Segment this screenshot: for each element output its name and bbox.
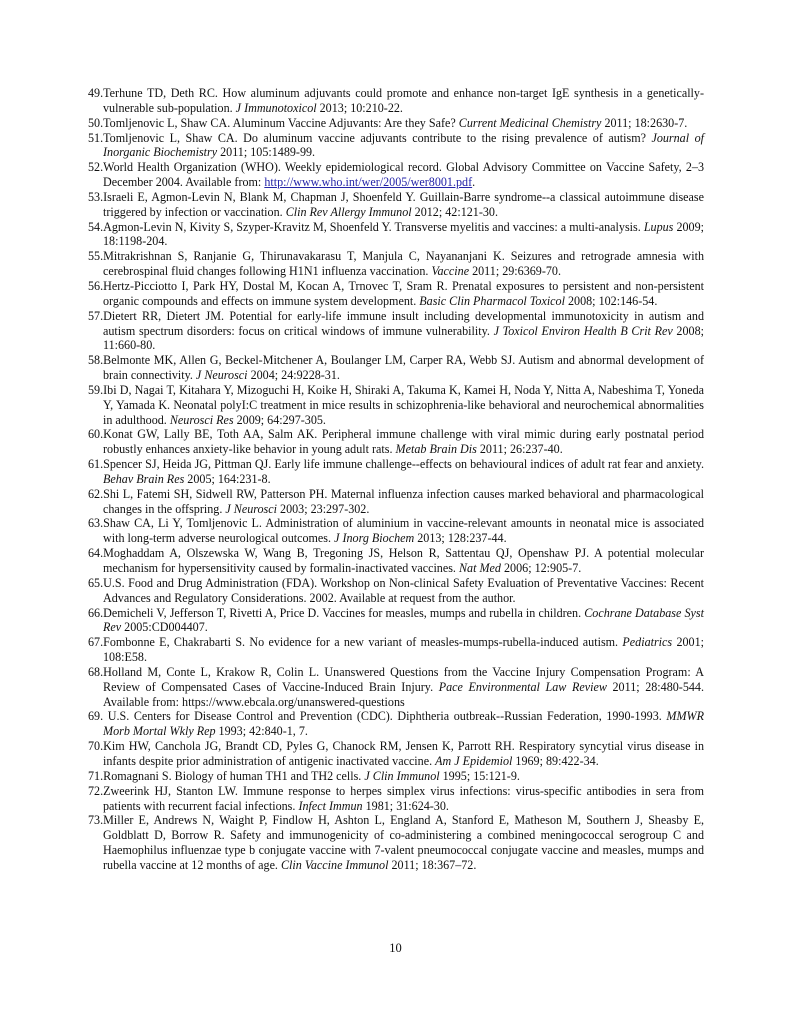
reference-item <box>88 249 704 279</box>
reference-text: Konat GW, Lally BE, Toth AA, Salm AK. Peripheral immune challenge with viral mimic during early postnatal period robustly enhances anxiety-like behavior in young adult rats. <box>103 427 704 457</box>
reference-text: . <box>472 175 476 190</box>
reference-item <box>88 546 704 576</box>
reference-text: 2006; 12:905-7. <box>500 561 582 575</box>
reference-number: 54. <box>88 219 104 234</box>
reference-number: 65. <box>88 575 104 590</box>
reference-text: U.S. Food and Drug Administration (FDA). Workshop on Non-clinical Safety Evaluation of Preventative Vaccines: Recent Advances and Regulatory Considerations. 2002. Available at request from the author. <box>103 575 704 605</box>
journal-name: Basic Clin Pharmacol Toxicol <box>419 293 565 308</box>
reference-item <box>88 383 704 428</box>
reference-item <box>88 309 704 354</box>
reference-text: Kim HW, Canchola JG, Brandt CD, Pyles G, Chanock RM, Jensen K, Parrott RH. Respiratory syncytial virus disease in infants despite prior administration of antigenic inactivated vaccine. <box>103 739 704 768</box>
reference-item <box>88 457 704 487</box>
reference-number: 59. <box>88 382 104 397</box>
journal-name: J Neurosci <box>195 368 248 383</box>
reference-text: Mitrakrishnan S, Ranjanie G, Thirunavakarasu T, Manjula C, Nayananjani K. Seizures and retrograde amnesia with cerebrospinal fluid changes following H1N1 influenza vaccination. <box>103 249 704 279</box>
reference-text: 2008; 102:146-54. <box>564 293 658 308</box>
reference-text: Shaw CA, Li Y, Tomljenovic L. Administration of aluminium in vaccine-relevant amounts in neonatal mice is associated with long-term adverse neurological outcomes. <box>103 516 704 546</box>
reference-text: Ibi D, Nagai T, Kitahara Y, Mizoguchi H, Koike H, Shiraki A, Takuma K, Kamei H, Noda Y, Nitta A, Nabeshima T, Yoneda Y, Yamada K. Neonatal polyI:C treatment in mice results in schizophrenia-like behavioral and neurochemical abnormalities in adulthood. <box>103 382 704 427</box>
reference-text: Terhune TD, Deth RC. How aluminum adjuvants could promote and enhance non-target IgE synthesis in a genetically-vulnerable sub-population. <box>103 86 704 115</box>
reference-item <box>88 576 704 606</box>
reference-text: 2004; 24:9228-31. <box>247 368 340 383</box>
reference-text: Tomljenovic L, Shaw CA. Aluminum Vaccine Adjuvants: Are they Safe? <box>103 115 459 130</box>
reference-text: 2011; 105:1489-99. <box>217 145 316 160</box>
reference-number: 61. <box>88 457 104 472</box>
reference-item <box>88 86 704 116</box>
reference-number: 58. <box>88 353 104 368</box>
reference-item <box>88 709 704 739</box>
reference-list <box>88 86 704 873</box>
reference-item <box>88 190 704 220</box>
reference-text: U.S. Centers for Disease Control and Prevention (CDC). Diphtheria outbreak--Russian Federation, 1990-1993. <box>103 709 667 724</box>
reference-text: Romagnani S. Biology of human TH1 and TH2 cells. <box>103 768 365 783</box>
reference-text: Israeli E, Agmon-Levin N, Blank M, Chapman J, Shoenfeld Y. Guillain-Barre syndrome--a classical autoimmune disease triggered by infection or vaccination. <box>103 189 704 219</box>
reference-number: 69. <box>88 709 104 724</box>
reference-item <box>88 220 704 250</box>
reference-text: 2011; 18:367–72. <box>388 857 477 872</box>
reference-text: Holland M, Conte L, Krakow R, Colin L. Unanswered Questions from the Vaccine Injury Compensation Program: A Review of Compensated Cases of Vaccine-Induced Brain Injury. <box>103 664 704 694</box>
reference-number: 50. <box>88 115 104 130</box>
journal-name: Clin Rev Allergy Immunol <box>285 204 412 219</box>
reference-text: 2005:CD004407. <box>121 620 208 635</box>
reference-number: 66. <box>88 605 104 620</box>
journal-name: Nat Med <box>458 561 501 575</box>
reference-link[interactable]: http://www.who.int/wer/2005/wer8001.pdf <box>264 175 473 190</box>
reference-item <box>88 606 704 636</box>
journal-name: J Toxicol Environ Health B Crit Rev <box>493 323 673 338</box>
reference-text: 2011; 18:2630-7. <box>601 115 688 130</box>
journal-name: Vaccine <box>431 264 470 279</box>
reference-item <box>88 279 704 309</box>
reference-text: 2011; 26:237-40. <box>476 442 563 457</box>
journal-name: J Immunotoxicol <box>235 100 317 115</box>
reference-text: 2013; 10:210-22. <box>316 100 403 115</box>
journal-name: Journal of Inorganic Biochemistry <box>103 130 704 160</box>
reference-text: Miller E, Andrews N, Waight P, Findlow H, Ashton L, England A, Stanford E, Matheson M, Southern J, Sheasby E, Goldblatt D, Borrow R. Safety and immunogenicity of co-administering a combined meningococcal serogroup C and Haemophilus influenzae type b conjugate vaccine with 7-valent pneumococcal conjugate vaccine and measles, mumps and rubella vaccine at 12 months of age. <box>103 813 704 872</box>
reference-number: 49. <box>88 86 104 100</box>
reference-text: Demicheli V, Jefferson T, Rivetti A, Price D. Vaccines for measles, mumps and rubella in children. <box>103 605 585 620</box>
reference-number: 67. <box>88 635 104 650</box>
journal-name: J Neurosci <box>225 501 277 516</box>
reference-item <box>88 635 704 665</box>
reference-number: 63. <box>88 516 104 531</box>
reference-text: Agmon-Levin N, Kivity S, Szyper-Kravitz M, Shoenfeld Y. Transverse myelitis and vaccines: a multi-analysis. <box>103 219 644 234</box>
reference-text: 2012; 42:121-30. <box>411 204 498 219</box>
journal-name: Am J Epidemiol <box>435 753 513 768</box>
reference-item <box>88 160 704 190</box>
journal-name: MMWR Morb Mortal Wkly Rep <box>103 709 704 739</box>
reference-text: 2011; 29:6369-70. <box>469 264 561 279</box>
reference-text: 2003; 23:297-302. <box>277 501 370 516</box>
reference-item <box>88 784 704 814</box>
reference-number: 64. <box>88 546 104 561</box>
journal-name: J Clin Immunol <box>364 768 440 783</box>
journal-name: Metab Brain Dis <box>395 442 477 457</box>
reference-text: 1969; 89:422-34. <box>512 753 599 768</box>
reference-text: 2009; 64:297-305. <box>233 412 326 427</box>
reference-text: 2013; 128:237-44. <box>414 531 507 546</box>
reference-text: 1993; 42:840-1, 7. <box>215 724 308 739</box>
page-number: 10 <box>389 941 402 955</box>
reference-number: 60. <box>88 427 104 442</box>
reference-text: Spencer SJ, Heida JG, Pittman QJ. Early life immune challenge--effects on behavioural indices of adult rat fear and anxiety. <box>103 457 704 472</box>
reference-text: 2005; 164:231-8. <box>184 471 271 486</box>
reference-text: 1981; 31:624-30. <box>362 798 449 813</box>
journal-name: Clin Vaccine Immunol <box>280 857 389 872</box>
journal-name: Behav Brain Res <box>103 471 185 486</box>
reference-item <box>88 739 704 769</box>
journal-name: Infect Immun <box>298 798 363 813</box>
reference-number: 56. <box>88 278 104 293</box>
journal-name: Lupus <box>643 219 674 234</box>
reference-item <box>88 116 704 131</box>
reference-number: 68. <box>88 664 104 679</box>
reference-text: 2009; 18:1198-204. <box>103 219 704 249</box>
reference-number: 70. <box>88 739 104 754</box>
reference-text: 2011; 28:480-544. Available from: https://www.ebcala.org/unanswered-questions <box>103 679 704 709</box>
reference-number: 53. <box>88 189 104 204</box>
reference-text: Dietert RR, Dietert JM. Potential for early-life immune insult including developmental immunotoxicity in autism and autism spectrum disorders: focus on critical windows of immune vulnerability. <box>103 308 704 338</box>
reference-text: Belmonte MK, Allen G, Beckel-Mitchener A, Boulanger LM, Carper RA, Webb SJ. Autism and abnormal development of brain connectivity. <box>103 353 704 383</box>
reference-text: Zweerink HJ, Stanton LW. Immune response to herpes simplex virus infections: virus-specific antibodies in sera from patients with recurrent facial infections. <box>103 783 704 813</box>
journal-name: Current Medicinal Chemistry <box>458 115 602 130</box>
reference-text: Fombonne E, Chakrabarti S. No evidence for a new variant of measles-mumps-rubella-induced autism. <box>103 635 623 650</box>
reference-number: 62. <box>88 486 104 501</box>
reference-item <box>88 353 704 383</box>
journal-name: J Inorg Biochem <box>334 531 415 546</box>
reference-item <box>88 131 704 161</box>
reference-text: 2001; 108:E58. <box>103 635 704 665</box>
reference-number: 71. <box>88 768 104 783</box>
reference-text: 1995; 15:121-9. <box>439 768 520 783</box>
journal-name: Pediatrics <box>622 635 673 650</box>
journal-name: Pace Environmental Law Review <box>438 679 607 694</box>
reference-item <box>88 769 704 784</box>
reference-number: 57. <box>88 308 104 323</box>
reference-text: Shi L, Fatemi SH, Sidwell RW, Patterson PH. Maternal influenza infection causes marked behavioral and pharmacological changes in the offspring. <box>103 486 704 516</box>
reference-text: Tomljenovic L, Shaw CA. Do aluminum vaccine adjuvants contribute to the rising prevalence of autism? <box>103 130 652 145</box>
reference-item <box>88 516 704 546</box>
reference-item <box>88 487 704 517</box>
reference-text: World Health Organization (WHO). Weekly epidemiological record. Global Advisory Committee on Vaccine Safety, 2–3 December 2004. Available from: <box>103 160 704 190</box>
reference-number: 51. <box>88 130 104 145</box>
reference-text: 2008; 11:660-80. <box>103 323 704 353</box>
reference-number: 52. <box>88 160 104 175</box>
journal-name: Cochrane Database Syst Rev <box>103 605 704 635</box>
reference-item <box>88 665 704 710</box>
reference-item <box>88 813 704 872</box>
reference-number: 72. <box>88 783 104 798</box>
journal-name: Neurosci Res <box>169 412 234 427</box>
reference-number: 55. <box>88 249 104 264</box>
reference-number: 73. <box>88 813 104 828</box>
reference-text: Moghaddam A, Olszewska W, Wang B, Tregoning JS, Helson R, Sattentau QJ, Openshaw PJ. A potential molecular mechanism for hypersensitivity caused by formalin-inactivated vaccines. <box>103 546 704 575</box>
reference-item <box>88 427 704 457</box>
reference-text: Hertz-Picciotto I, Park HY, Dostal M, Kocan A, Trnovec T, Sram R. Prenatal exposures to persistent and non-persistent organic compounds and effects on immune system development. <box>103 278 704 308</box>
